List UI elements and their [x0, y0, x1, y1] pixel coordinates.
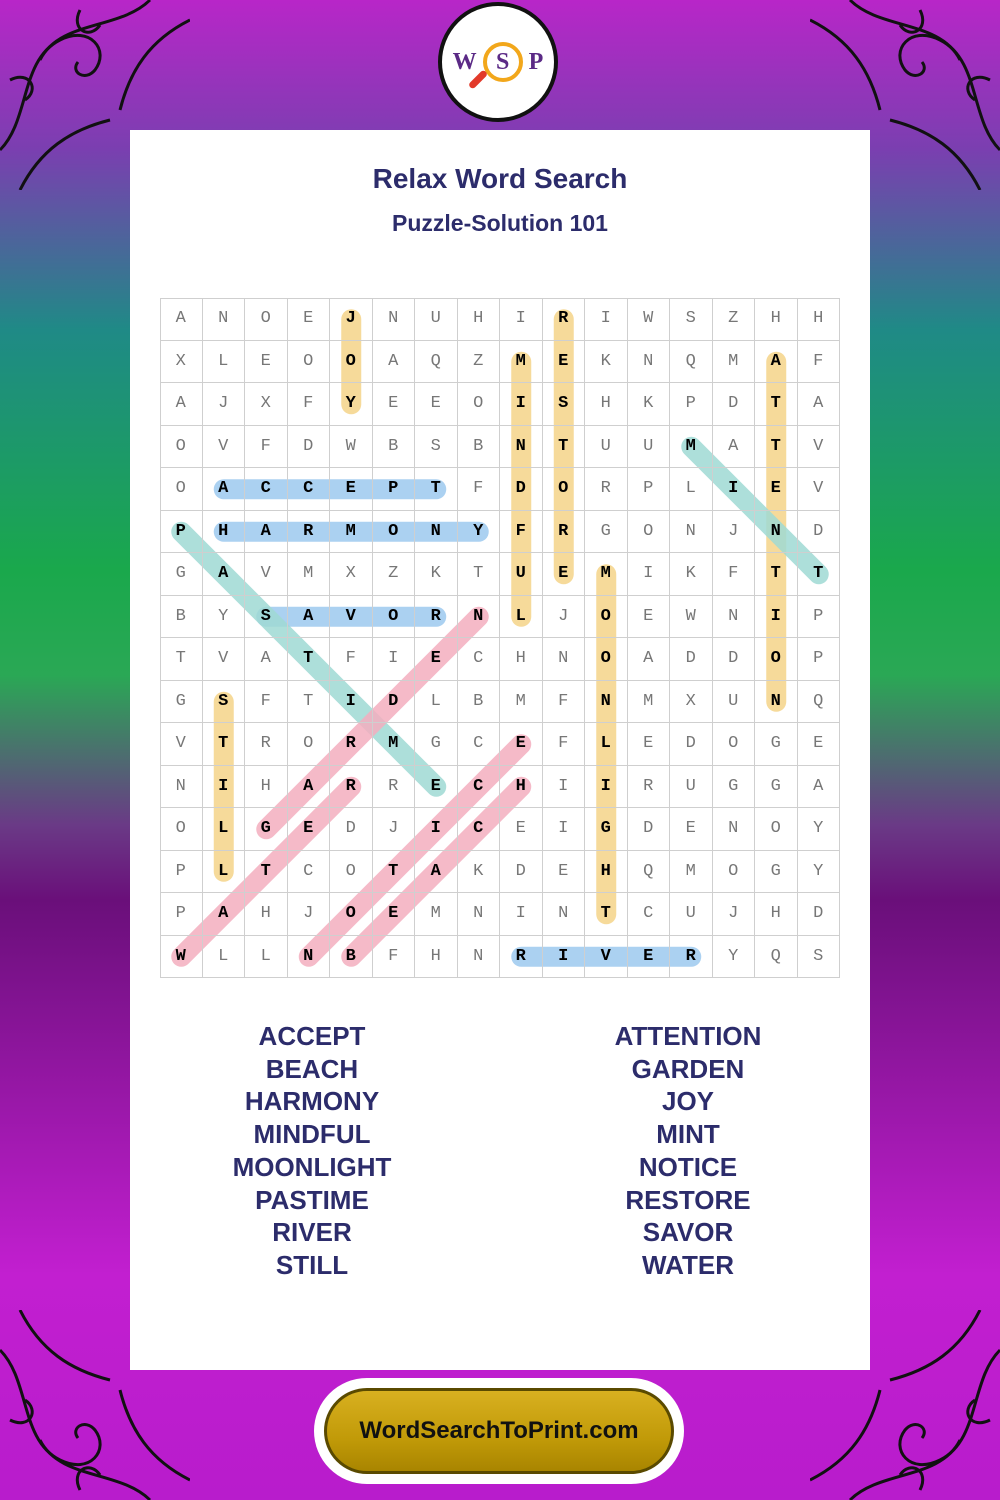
- grid-cell: R: [330, 766, 373, 809]
- grid-cell: U: [415, 298, 458, 341]
- grid-cell: D: [670, 638, 713, 681]
- word-list-item: RESTORE: [625, 1184, 751, 1215]
- grid-cell: T: [415, 468, 458, 511]
- grid-cell: I: [500, 298, 543, 341]
- grid-cell: C: [288, 851, 331, 894]
- grid-cell: P: [798, 596, 841, 639]
- logo-letter-w: W: [452, 48, 477, 75]
- grid-cell: I: [628, 553, 671, 596]
- word-list-item: BEACH: [265, 1053, 359, 1084]
- grid-cell: U: [670, 766, 713, 809]
- grid-cell: P: [373, 468, 416, 511]
- grid-cell: W: [670, 596, 713, 639]
- grid-cell: N: [585, 681, 628, 724]
- grid-cell: C: [628, 893, 671, 936]
- grid-cell: C: [245, 468, 288, 511]
- grid-cell: U: [585, 426, 628, 469]
- grid-cell: T: [543, 426, 586, 469]
- grid-cell: E: [628, 723, 671, 766]
- grid-cell: H: [203, 511, 246, 554]
- grid-cell: E: [245, 341, 288, 384]
- grid-cell: P: [160, 893, 203, 936]
- grid-cell: M: [415, 893, 458, 936]
- grid-cell: N: [713, 808, 756, 851]
- grid-cell: K: [628, 383, 671, 426]
- grid-cell: P: [160, 851, 203, 894]
- grid-cell: B: [160, 596, 203, 639]
- grid-cell: I: [500, 893, 543, 936]
- grid-cell: P: [670, 383, 713, 426]
- grid-cell: D: [373, 681, 416, 724]
- grid-cell: O: [755, 808, 798, 851]
- grid-cell: E: [628, 596, 671, 639]
- grid-cell: J: [288, 893, 331, 936]
- grid-cell: O: [288, 341, 331, 384]
- grid-cell: V: [798, 468, 841, 511]
- grid-cell: A: [203, 893, 246, 936]
- grid-cell: J: [543, 596, 586, 639]
- word-list-item: ATTENTION: [614, 1021, 762, 1051]
- grid-cell: O: [373, 511, 416, 554]
- grid-cell: E: [288, 298, 331, 341]
- grid-cell: R: [628, 766, 671, 809]
- grid-cell: L: [415, 681, 458, 724]
- word-list-item: MINT: [656, 1119, 720, 1150]
- grid-cell: N: [458, 596, 501, 639]
- page-subtitle: Puzzle-Solution 101: [392, 210, 608, 236]
- grid-cell: Q: [628, 851, 671, 894]
- grid-cell: Y: [203, 596, 246, 639]
- grid-cell: B: [330, 936, 373, 979]
- grid-cell: K: [458, 851, 501, 894]
- grid-cell: H: [585, 383, 628, 426]
- grid-cell: E: [798, 723, 841, 766]
- grid-cell: T: [373, 851, 416, 894]
- grid-cell: L: [203, 808, 246, 851]
- word-list-item: NOTICE: [638, 1151, 738, 1182]
- grid-cell: T: [798, 553, 841, 596]
- grid-cell: N: [755, 511, 798, 554]
- grid-cell: L: [203, 851, 246, 894]
- grid-cell: O: [288, 723, 331, 766]
- grid-cell: A: [798, 766, 841, 809]
- grid-cell: E: [543, 851, 586, 894]
- grid-cell: H: [245, 893, 288, 936]
- grid-cell: E: [628, 936, 671, 979]
- grid-cell: P: [798, 638, 841, 681]
- grid-cell: O: [160, 808, 203, 851]
- grid-cell: R: [288, 511, 331, 554]
- grid-cell: G: [755, 766, 798, 809]
- grid-cell: R: [330, 723, 373, 766]
- grid-cell: V: [585, 936, 628, 979]
- grid-cell: R: [543, 298, 586, 341]
- grid-cell: T: [160, 638, 203, 681]
- grid-cell: A: [245, 638, 288, 681]
- grid-cell: L: [203, 341, 246, 384]
- grid-cell: I: [543, 808, 586, 851]
- grid-cell: F: [288, 383, 331, 426]
- word-list-item: PASTIME: [255, 1184, 369, 1215]
- grid-cell: G: [160, 553, 203, 596]
- grid-cell: I: [373, 638, 416, 681]
- grid-cell: L: [203, 936, 246, 979]
- grid-cell: T: [288, 638, 331, 681]
- grid-cell: I: [203, 766, 246, 809]
- grid-cell: J: [373, 808, 416, 851]
- grid-cell: O: [585, 596, 628, 639]
- grid-cell: F: [245, 681, 288, 724]
- grid-cell: O: [160, 426, 203, 469]
- grid-cell: I: [543, 936, 586, 979]
- grid-cell: X: [670, 681, 713, 724]
- grid-cell: E: [415, 766, 458, 809]
- grid-cell: N: [500, 426, 543, 469]
- grid-cell: U: [670, 893, 713, 936]
- word-list-item: STILL: [275, 1249, 349, 1280]
- grid-cell: E: [330, 468, 373, 511]
- grid-cell: J: [203, 383, 246, 426]
- grid-cell: S: [245, 596, 288, 639]
- word-list-item: ACCEPT: [258, 1021, 366, 1051]
- grid-cell: X: [160, 341, 203, 384]
- grid-cell: C: [458, 638, 501, 681]
- grid-cell: N: [288, 936, 331, 979]
- grid-cell: N: [458, 936, 501, 979]
- grid-cell: Q: [798, 681, 841, 724]
- site-link[interactable]: WordSearchToPrint.com: [324, 1388, 674, 1474]
- grid-cell: H: [585, 851, 628, 894]
- grid-cell: F: [713, 553, 756, 596]
- word-list-item: HARMONY: [244, 1086, 380, 1117]
- grid-cell: V: [330, 596, 373, 639]
- grid-cell: R: [245, 723, 288, 766]
- grid-cell: W: [628, 298, 671, 341]
- grid-cell: J: [713, 893, 756, 936]
- grid-cell: I: [585, 298, 628, 341]
- word-list-left: [162, 1020, 462, 1282]
- word-list-item: RIVER: [272, 1217, 352, 1248]
- grid-cell: A: [160, 298, 203, 341]
- grid-cell: W: [160, 936, 203, 979]
- grid-cell: N: [543, 893, 586, 936]
- grid-cell: X: [245, 383, 288, 426]
- grid-cell: J: [330, 298, 373, 341]
- grid-cell: G: [585, 808, 628, 851]
- grid-cell: V: [203, 426, 246, 469]
- grid-cell: C: [458, 723, 501, 766]
- grid-cell: N: [713, 596, 756, 639]
- grid-cell: E: [288, 808, 331, 851]
- grid-cell: K: [585, 341, 628, 384]
- grid-cell: P: [628, 468, 671, 511]
- grid-cell: T: [458, 553, 501, 596]
- grid-cell: A: [160, 383, 203, 426]
- grid-cell: W: [330, 426, 373, 469]
- grid-cell: F: [458, 468, 501, 511]
- grid-cell: N: [203, 298, 246, 341]
- grid-cell: N: [160, 766, 203, 809]
- grid-cell: E: [415, 638, 458, 681]
- grid-cell: A: [203, 553, 246, 596]
- grid-cell: M: [500, 341, 543, 384]
- grid-cell: K: [670, 553, 713, 596]
- word-list-item: WATER: [642, 1249, 734, 1280]
- grid-cell: F: [543, 681, 586, 724]
- grid-cell: V: [245, 553, 288, 596]
- grid-cell: M: [670, 426, 713, 469]
- grid-cell: N: [670, 511, 713, 554]
- grid-cell: A: [755, 341, 798, 384]
- grid-cell: T: [203, 723, 246, 766]
- grid-cell: Z: [713, 298, 756, 341]
- grid-cell: T: [755, 383, 798, 426]
- grid-cell: D: [500, 468, 543, 511]
- grid-cell: O: [330, 893, 373, 936]
- grid-cell: Z: [373, 553, 416, 596]
- word-list-item: JOY: [661, 1086, 715, 1117]
- grid-cell: D: [500, 851, 543, 894]
- grid-cell: E: [755, 468, 798, 511]
- grid-cell: R: [543, 511, 586, 554]
- grid-cell: G: [755, 723, 798, 766]
- grid-cell: S: [203, 681, 246, 724]
- grid-cell: S: [543, 383, 586, 426]
- grid-cell: P: [160, 511, 203, 554]
- grid-cell: O: [373, 596, 416, 639]
- grid-cell: A: [203, 468, 246, 511]
- grid-cell: Y: [713, 936, 756, 979]
- grid-cell: H: [458, 298, 501, 341]
- grid-cell: E: [373, 383, 416, 426]
- grid-cell: O: [713, 723, 756, 766]
- grid-cell: D: [798, 511, 841, 554]
- grid-cell: O: [160, 468, 203, 511]
- grid-cell: A: [415, 851, 458, 894]
- grid-cell: O: [245, 298, 288, 341]
- magnifier-icon: [483, 42, 523, 82]
- grid-cell: Y: [330, 383, 373, 426]
- grid-cell: B: [373, 426, 416, 469]
- grid-cell: I: [500, 383, 543, 426]
- grid-cell: I: [330, 681, 373, 724]
- word-list-item: SAVOR: [642, 1217, 734, 1248]
- grid-cell: A: [798, 383, 841, 426]
- grid-cell: S: [670, 298, 713, 341]
- grid-cell: M: [713, 341, 756, 384]
- word-list-item: MOONLIGHT: [232, 1151, 392, 1182]
- grid-letters: [160, 298, 840, 978]
- grid-cell: I: [543, 766, 586, 809]
- grid-cell: L: [500, 596, 543, 639]
- grid-cell: E: [415, 383, 458, 426]
- grid-cell: I: [585, 766, 628, 809]
- grid-cell: F: [245, 426, 288, 469]
- grid-cell: F: [373, 936, 416, 979]
- grid-cell: A: [245, 511, 288, 554]
- grid-cell: R: [670, 936, 713, 979]
- grid-cell: G: [160, 681, 203, 724]
- grid-cell: H: [500, 638, 543, 681]
- grid-cell: O: [755, 638, 798, 681]
- grid-cell: N: [543, 638, 586, 681]
- grid-cell: D: [713, 383, 756, 426]
- grid-cell: Q: [755, 936, 798, 979]
- grid-cell: H: [500, 766, 543, 809]
- grid-cell: D: [670, 723, 713, 766]
- grid-cell: D: [288, 426, 331, 469]
- grid-cell: R: [500, 936, 543, 979]
- grid-cell: O: [330, 341, 373, 384]
- grid-cell: C: [288, 468, 331, 511]
- grid-cell: V: [203, 638, 246, 681]
- grid-cell: Q: [670, 341, 713, 384]
- grid-cell: F: [500, 511, 543, 554]
- grid-cell: U: [628, 426, 671, 469]
- grid-cell: T: [585, 893, 628, 936]
- grid-cell: D: [628, 808, 671, 851]
- grid-cell: A: [713, 426, 756, 469]
- grid-cell: Q: [415, 341, 458, 384]
- grid-cell: M: [500, 681, 543, 724]
- grid-cell: H: [755, 298, 798, 341]
- logo-letter-s: S: [495, 48, 510, 75]
- grid-cell: N: [373, 298, 416, 341]
- grid-cell: O: [585, 638, 628, 681]
- grid-cell: M: [373, 723, 416, 766]
- logo-letter-p: P: [528, 48, 544, 75]
- grid-cell: T: [245, 851, 288, 894]
- grid-cell: V: [798, 426, 841, 469]
- grid-cell: Y: [798, 808, 841, 851]
- grid-cell: B: [458, 426, 501, 469]
- grid-cell: F: [798, 341, 841, 384]
- word-list-item: MINDFUL: [253, 1119, 371, 1150]
- grid-cell: N: [415, 511, 458, 554]
- grid-cell: I: [755, 596, 798, 639]
- grid-cell: J: [713, 511, 756, 554]
- grid-cell: L: [245, 936, 288, 979]
- grid-cell: E: [500, 808, 543, 851]
- grid-cell: Z: [458, 341, 501, 384]
- grid-cell: H: [245, 766, 288, 809]
- grid-cell: E: [373, 893, 416, 936]
- grid-cell: H: [798, 298, 841, 341]
- grid-cell: G: [245, 808, 288, 851]
- grid-cell: O: [713, 851, 756, 894]
- grid-cell: B: [458, 681, 501, 724]
- puzzle-sheet: [130, 130, 870, 1370]
- grid-cell: V: [160, 723, 203, 766]
- grid-cell: D: [713, 638, 756, 681]
- grid-cell: M: [585, 553, 628, 596]
- grid-cell: E: [543, 553, 586, 596]
- grid-cell: U: [713, 681, 756, 724]
- grid-cell: M: [330, 511, 373, 554]
- word-list-item: GARDEN: [631, 1053, 745, 1084]
- grid-cell: O: [330, 851, 373, 894]
- grid-cell: O: [628, 511, 671, 554]
- grid-cell: R: [373, 766, 416, 809]
- grid-cell: A: [288, 766, 331, 809]
- grid-cell: G: [713, 766, 756, 809]
- grid-cell: O: [458, 383, 501, 426]
- grid-cell: N: [458, 893, 501, 936]
- grid-cell: K: [415, 553, 458, 596]
- grid-cell: F: [330, 638, 373, 681]
- grid-cell: D: [798, 893, 841, 936]
- grid-cell: A: [628, 638, 671, 681]
- grid-cell: S: [798, 936, 841, 979]
- grid-cell: H: [415, 936, 458, 979]
- grid-cell: I: [415, 808, 458, 851]
- grid-cell: T: [288, 681, 331, 724]
- grid-cell: X: [330, 553, 373, 596]
- grid-cell: T: [755, 553, 798, 596]
- grid-cell: A: [373, 341, 416, 384]
- wsp-logo: [438, 2, 558, 122]
- grid-cell: G: [585, 511, 628, 554]
- word-list-right: [538, 1020, 838, 1282]
- page-title: Relax Word Search: [372, 163, 628, 194]
- grid-cell: A: [288, 596, 331, 639]
- grid-cell: T: [755, 426, 798, 469]
- word-search-grid: [160, 298, 840, 978]
- grid-cell: M: [288, 553, 331, 596]
- grid-cell: E: [543, 341, 586, 384]
- grid-cell: N: [628, 341, 671, 384]
- grid-cell: U: [500, 553, 543, 596]
- grid-cell: M: [628, 681, 671, 724]
- footer-badge[interactable]: [314, 1378, 684, 1484]
- grid-cell: I: [713, 468, 756, 511]
- grid-cell: L: [585, 723, 628, 766]
- grid-cell: R: [415, 596, 458, 639]
- grid-cell: C: [458, 808, 501, 851]
- grid-cell: M: [670, 851, 713, 894]
- grid-cell: H: [755, 893, 798, 936]
- grid-cell: C: [458, 766, 501, 809]
- grid-cell: E: [500, 723, 543, 766]
- grid-cell: Y: [458, 511, 501, 554]
- grid-cell: G: [415, 723, 458, 766]
- grid-cell: O: [543, 468, 586, 511]
- grid-cell: G: [755, 851, 798, 894]
- grid-cell: D: [330, 808, 373, 851]
- grid-cell: L: [670, 468, 713, 511]
- grid-cell: S: [415, 426, 458, 469]
- grid-cell: R: [585, 468, 628, 511]
- grid-cell: Y: [798, 851, 841, 894]
- grid-cell: E: [670, 808, 713, 851]
- grid-cell: N: [755, 681, 798, 724]
- grid-cell: F: [543, 723, 586, 766]
